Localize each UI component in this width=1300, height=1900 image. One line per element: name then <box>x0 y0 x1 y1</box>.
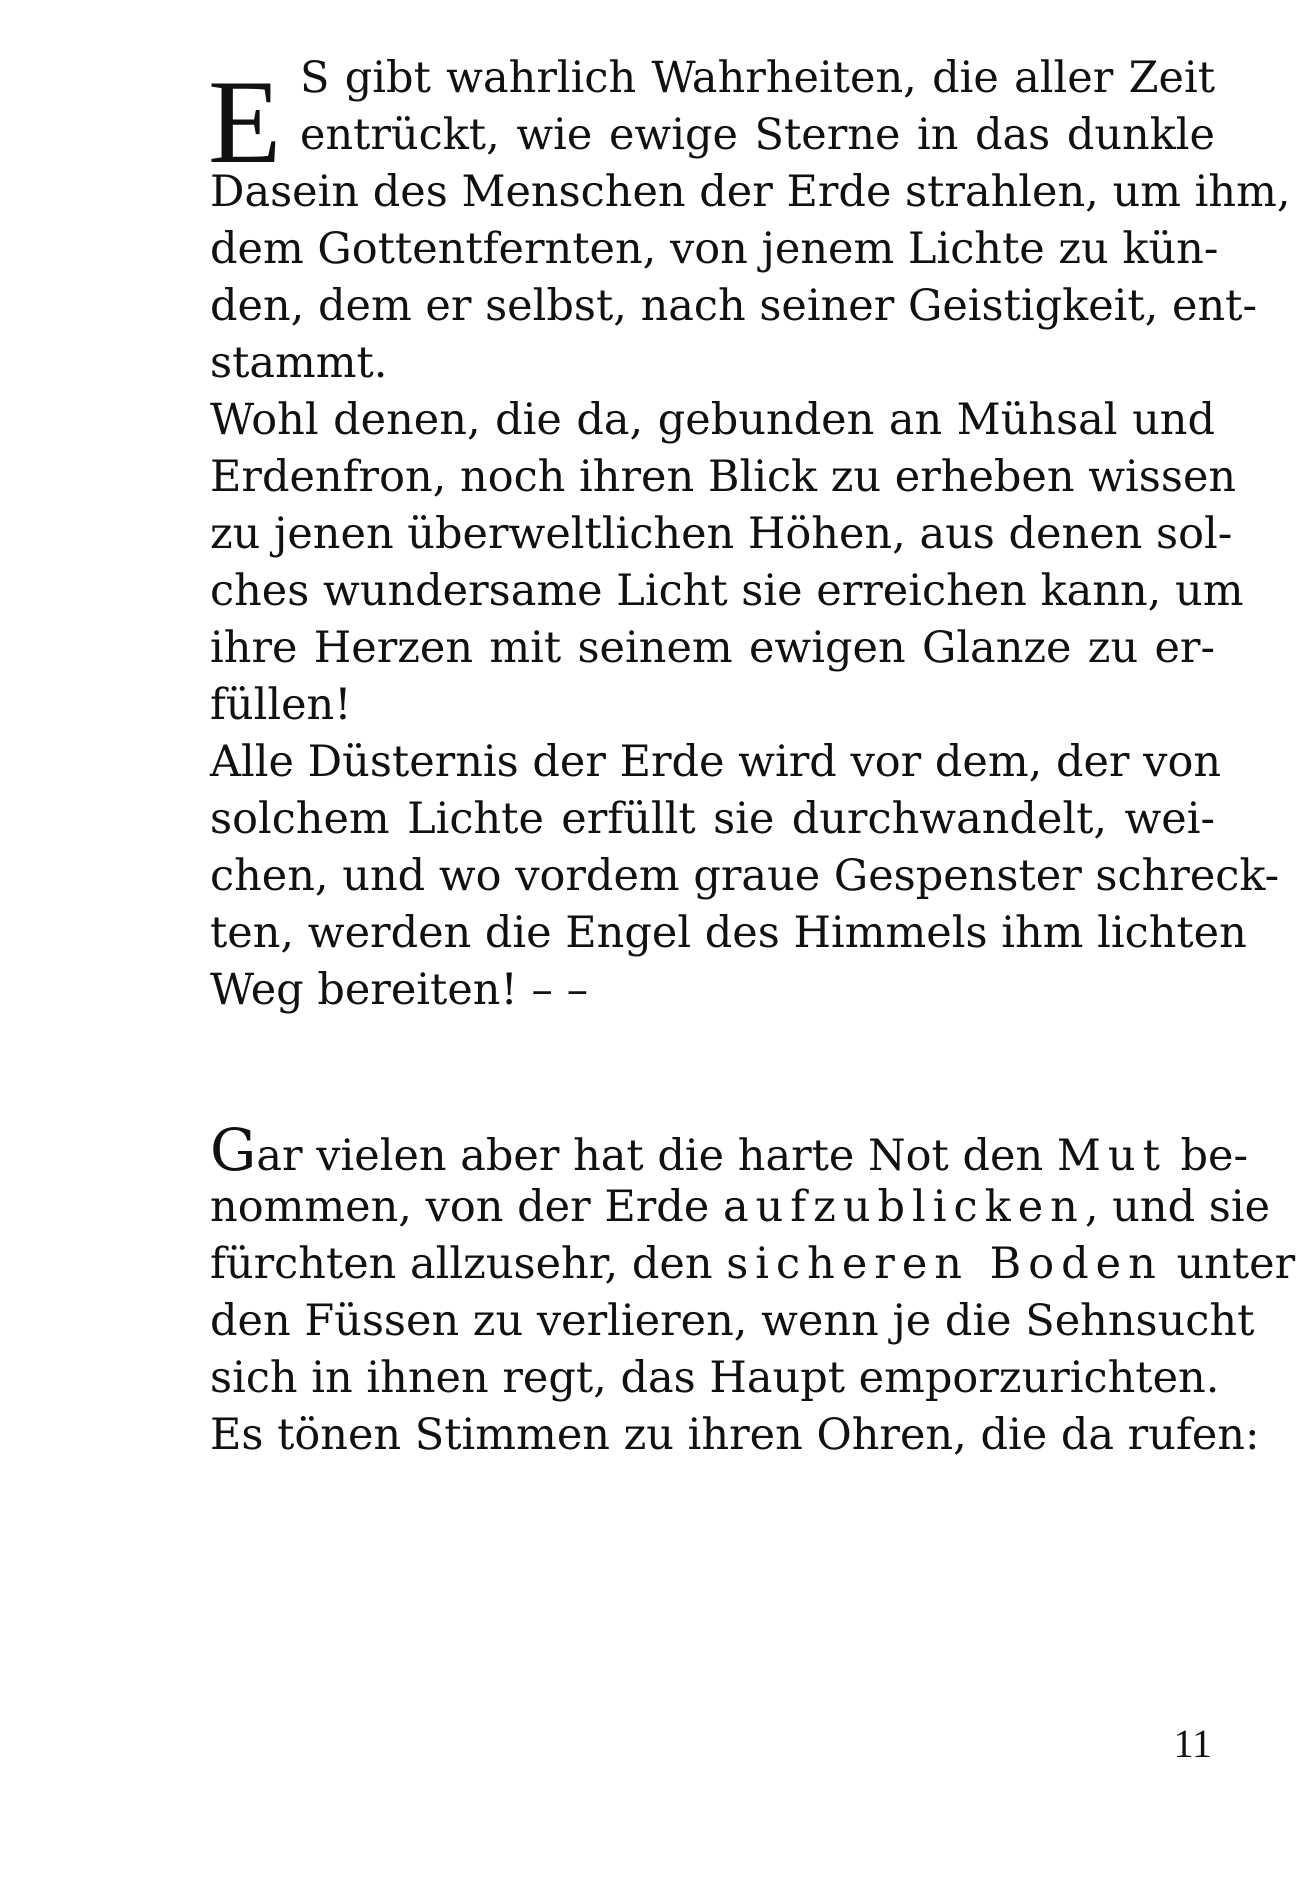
text-fragment: unter <box>1162 1239 1296 1289</box>
text-line: Erdenfron, noch ihren Blick zu erheben wissen <box>210 452 1237 502</box>
text-fragment: , und sie <box>1084 1182 1271 1232</box>
text-line: ten, werden die Engel des Himmels ihm lichten <box>210 908 1247 958</box>
text-line: Wohl denen, die da, gebunden an Mühsal und <box>210 395 1215 445</box>
text-line: Weg bereiten! – – <box>210 965 589 1015</box>
text-fragment: ar vielen aber hat die harte Not den <box>256 1131 1057 1181</box>
text-fragment: nommen, von der Erde <box>210 1182 723 1232</box>
text-line: zu jenen überweltlichen Höhen, aus denen sol- <box>210 509 1233 559</box>
text-line <box>210 1238 1296 1290</box>
text-line <box>210 1181 1271 1233</box>
text-line: dem Gottentfernten, von jenem Lichte zu kün- <box>210 224 1219 274</box>
text-line: ches wundersame Licht sie erreichen kann, um <box>210 566 1244 616</box>
spaced-emphasis: sicheren Boden <box>726 1239 1163 1289</box>
text-line: Es tönen Stimmen zu ihren Ohren, die da rufen: <box>210 1410 1260 1460</box>
text-line: den Füssen zu verlieren, wenn je die Sehnsucht <box>210 1296 1255 1346</box>
text-line: den, dem er selbst, nach seiner Geistigkeit, ent- <box>210 281 1257 331</box>
drop-cap-initial: E <box>208 55 282 188</box>
text-fragment: be- <box>1166 1131 1249 1181</box>
spaced-emphasis: Mut <box>1056 1131 1167 1181</box>
text-line: ihre Herzen mit seinem ewigen Glanze zu er- <box>210 623 1215 673</box>
text-line: chen, und wo vordem graue Gespenster schreck- <box>210 851 1280 901</box>
text-line: solchem Lichte erfüllt sie durchwandelt, wei- <box>210 794 1215 844</box>
text-line: sich in ihnen regt, das Haupt emporzurichten. <box>210 1353 1220 1403</box>
page-number: 11 <box>1173 1721 1212 1766</box>
text-line: füllen! <box>210 680 352 730</box>
text-line: S gibt wahrlich Wahrheiten, die aller Zeit <box>300 53 1215 103</box>
initial-letter: G <box>210 1116 257 1184</box>
text-line: entrückt, wie ewige Sterne in das dunkle <box>300 110 1215 160</box>
text-line: Alle Düsternis der Erde wird vor dem, der von <box>210 737 1222 787</box>
text-line <box>210 1116 1249 1184</box>
spaced-emphasis: aufzublicken <box>722 1182 1085 1232</box>
text-line: Dasein des Menschen der Erde strahlen, um ihm, <box>210 167 1291 217</box>
text-fragment: fürchten allzusehr, den <box>210 1239 727 1289</box>
text-line: stammt. <box>210 338 388 388</box>
